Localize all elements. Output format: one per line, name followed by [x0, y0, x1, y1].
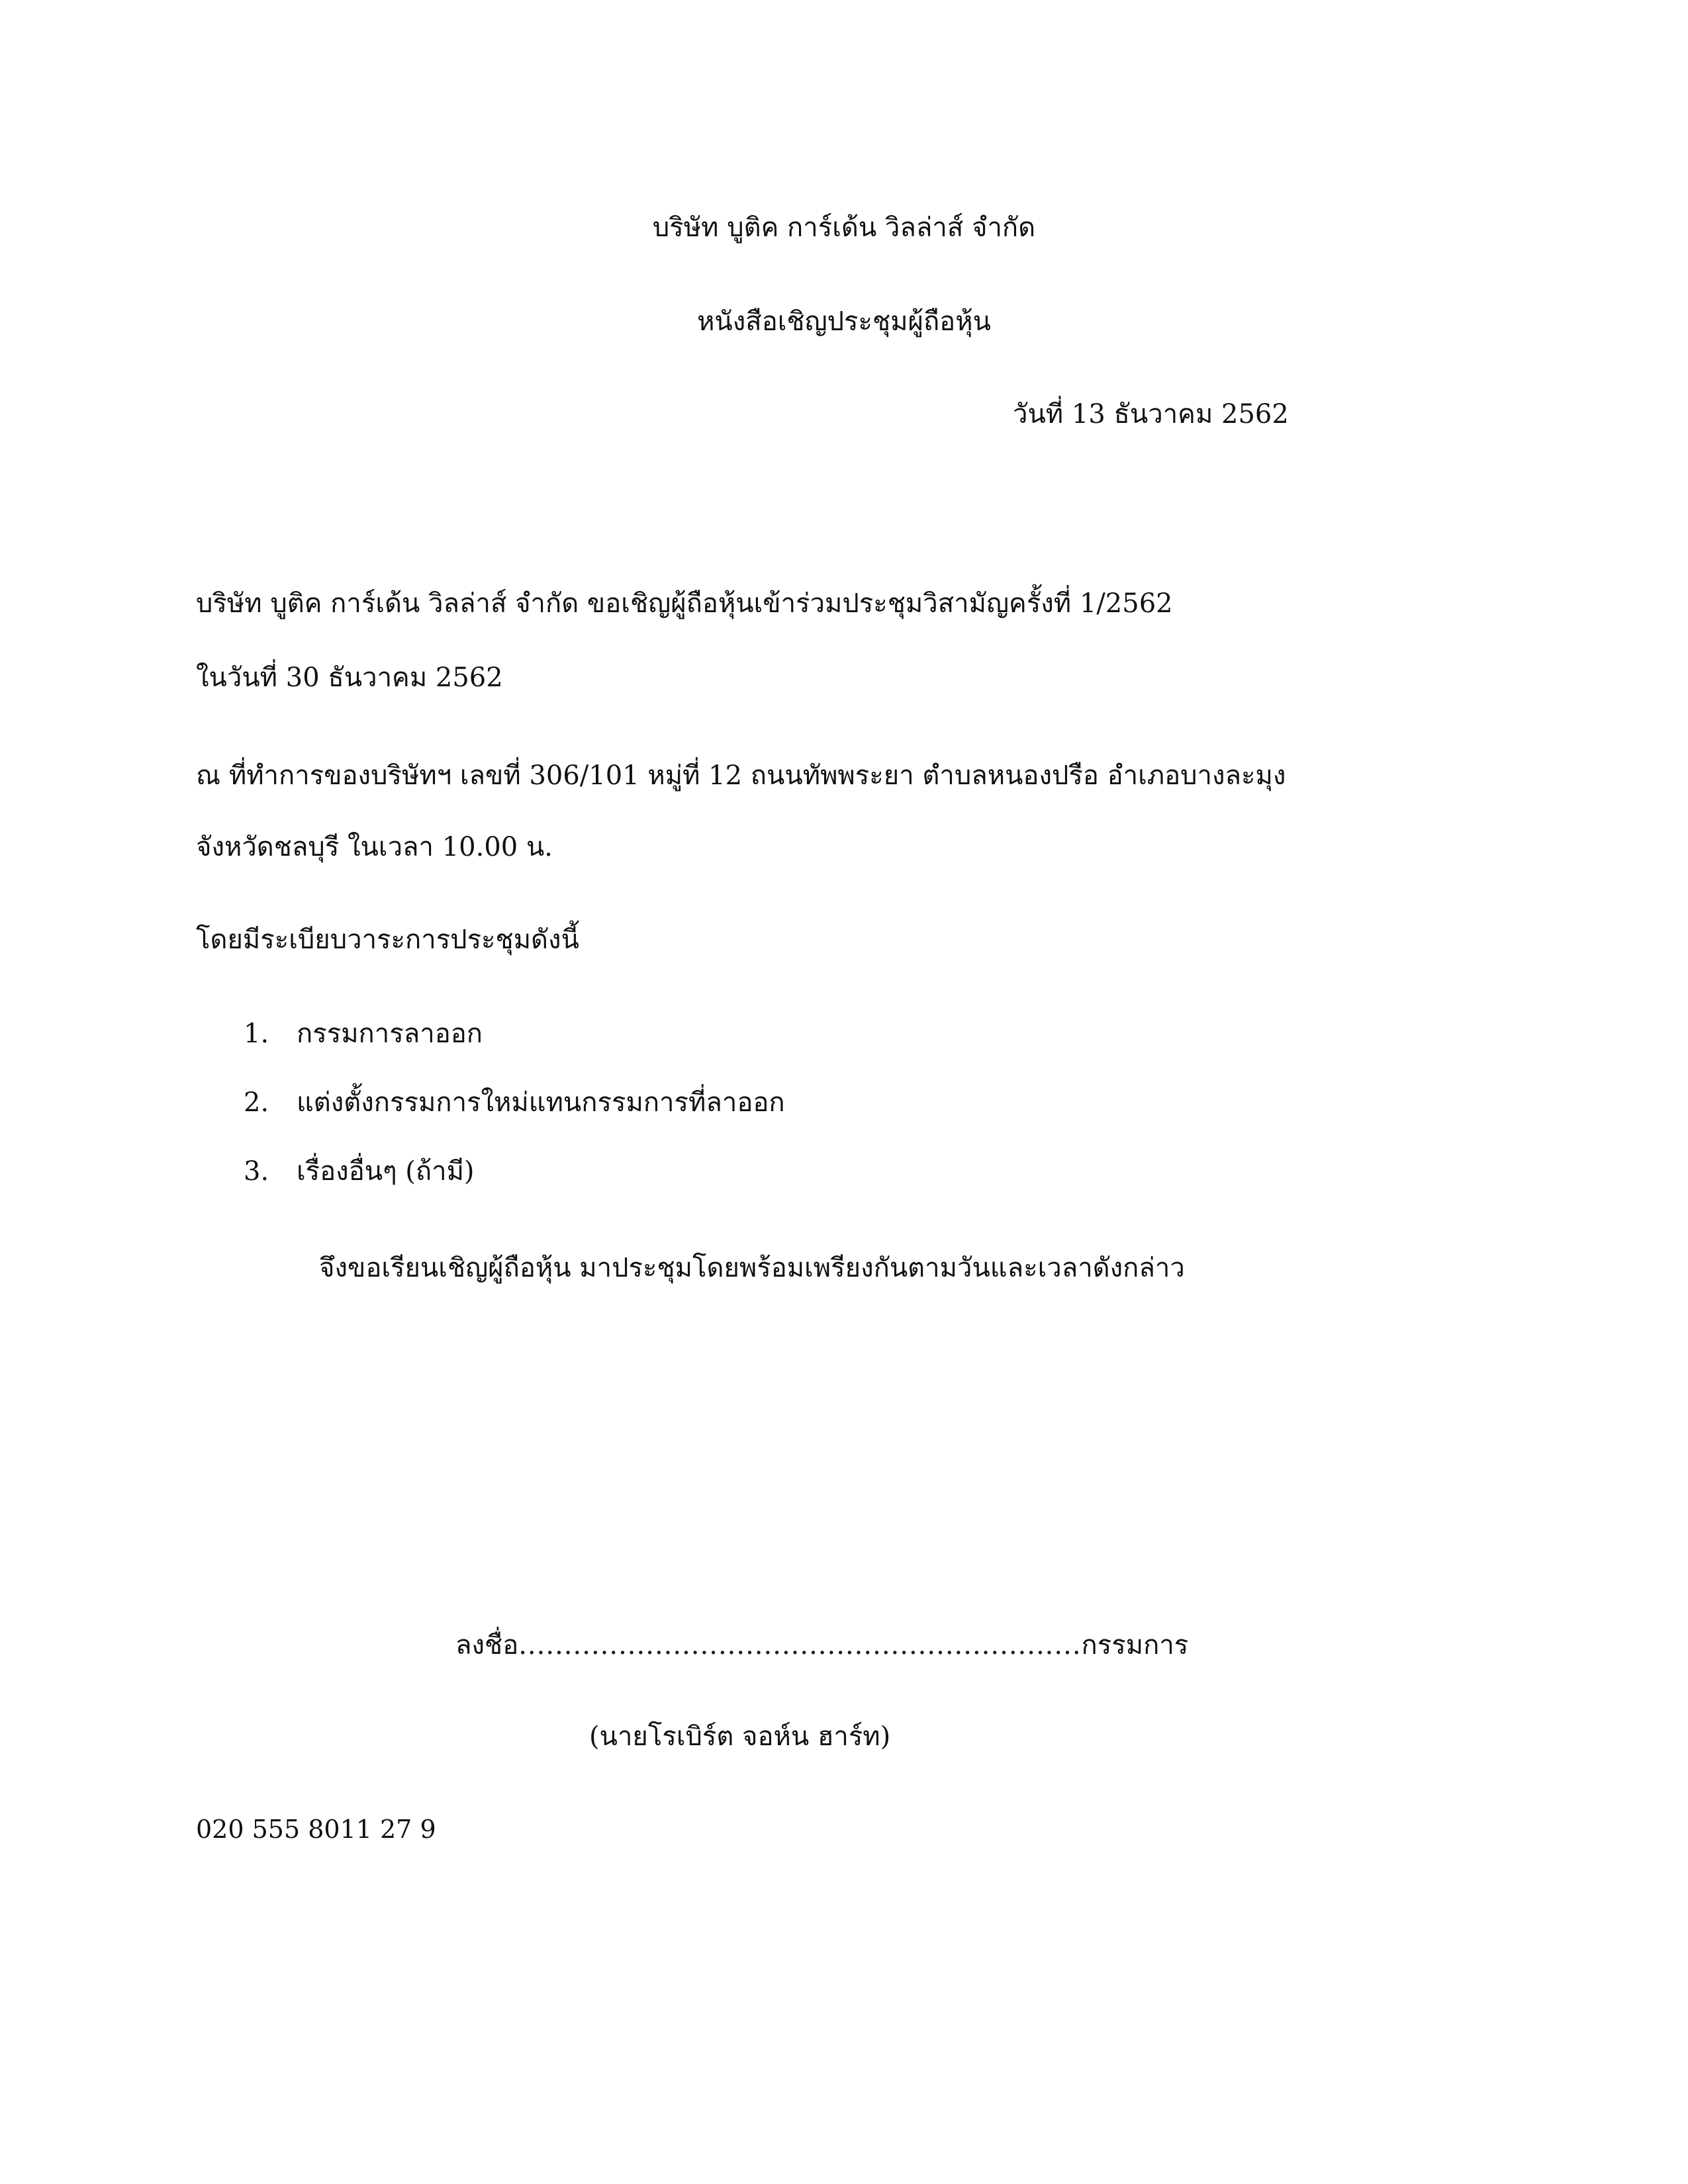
- signature-prefix: ลงชื่อ: [455, 1630, 519, 1661]
- agenda-item-number: 3.: [244, 1156, 269, 1187]
- invitation-line-1: บริษัท บูติค การ์เด้น วิลล่าส์ จำกัด ขอเชิญผู้ถือหุ้นเข้าร่วมประชุมวิสามัญครั้งที่ 1/2562: [196, 588, 1173, 619]
- company-name: บริษัท บูติค การ์เด้น วิลล่าส์ จำกัด: [652, 212, 1036, 243]
- agenda-item-number: 2.: [244, 1087, 269, 1118]
- agenda-intro: โดยมีระเบียบวาระการประชุมดังนี้: [196, 925, 579, 955]
- agenda-item-text: แต่งตั้งกรรมการใหม่แทนกรรมการที่ลาออก: [297, 1087, 785, 1118]
- closing-statement: จึงขอเรียนเชิญผู้ถือหุ้น มาประชุมโดยพร้อมเพรียงกันตามวันและเวลาดังกล่าว: [319, 1253, 1185, 1283]
- signature-role: กรรมการ: [1081, 1630, 1189, 1661]
- document-date: วันที่ 13 ธันวาคม 2562: [1013, 399, 1289, 430]
- agenda-item: [244, 1015, 483, 1052]
- agenda-item-number: 1.: [244, 1019, 269, 1049]
- agenda-item: [244, 1153, 475, 1190]
- signature-line: [455, 1627, 1188, 1664]
- venue-line-2: จังหวัดชลบุรี ในเวลา 10.00 น.: [196, 832, 553, 862]
- signer-name: (นายโรเบิร์ต จอห์น ฮาร์ท): [589, 1721, 891, 1752]
- registration-number: 020 555 8011 27 9: [196, 1815, 436, 1844]
- document-title: หนังสือเชิญประชุมผู้ถือหุ้น: [697, 306, 991, 337]
- agenda-item-text: กรรมการลาออก: [297, 1019, 483, 1049]
- signature-dots: ..............................................................: [518, 1630, 1082, 1661]
- agenda-item: [244, 1084, 785, 1121]
- invitation-line-2: ในวันที่ 30 ธันวาคม 2562: [196, 662, 503, 693]
- agenda-item-text: เรื่องอื่นๆ (ถ้ามี): [297, 1156, 475, 1187]
- venue-line-1: ณ ที่ทำการของบริษัทฯ เลขที่ 306/101 หมู่ที่ 12 ถนนทัพพระยา ตำบลหนองปรือ อำเภอบางละมุง: [196, 760, 1286, 791]
